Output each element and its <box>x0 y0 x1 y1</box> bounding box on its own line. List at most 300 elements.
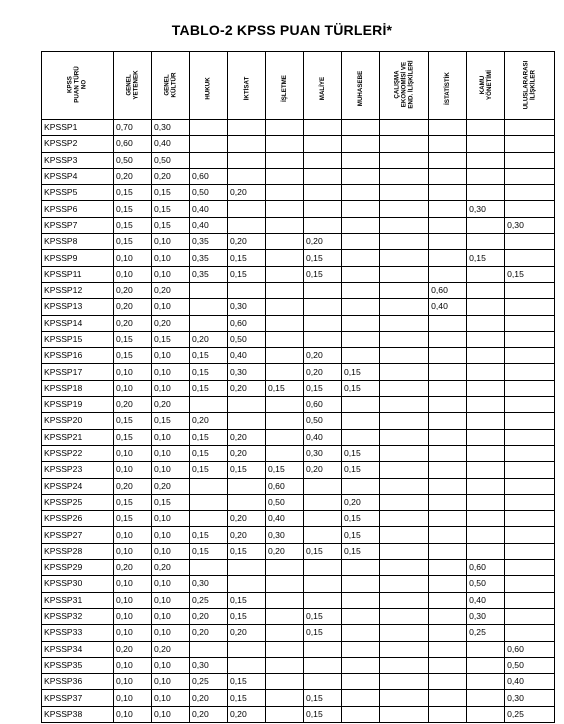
weight-cell: 0,20 <box>114 397 152 413</box>
weight-cell <box>266 576 304 592</box>
weight-cell <box>467 217 505 233</box>
weight-cell <box>266 592 304 608</box>
weight-cell <box>266 185 304 201</box>
weight-cell: 0,60 <box>467 560 505 576</box>
weight-cell: 0,30 <box>467 201 505 217</box>
weight-cell <box>467 511 505 527</box>
weight-cell <box>190 397 228 413</box>
weight-cell: 0,15 <box>342 462 380 478</box>
weight-cell: 0,15 <box>114 511 152 527</box>
weight-cell: 0,40 <box>266 511 304 527</box>
weight-cell <box>467 380 505 396</box>
weight-cell: 0,15 <box>228 608 266 624</box>
weight-cell <box>467 299 505 315</box>
weight-cell <box>304 282 342 298</box>
weight-cell <box>467 168 505 184</box>
weight-cell <box>505 234 555 250</box>
weight-cell: 0,10 <box>114 608 152 624</box>
weight-cell <box>467 364 505 380</box>
weight-cell <box>380 266 429 282</box>
weight-cell: 0,15 <box>114 348 152 364</box>
weight-cell: 0,20 <box>152 315 190 331</box>
table-row <box>42 625 555 641</box>
weight-cell <box>304 641 342 657</box>
table-row <box>42 527 555 543</box>
weight-cell: 0,15 <box>114 217 152 233</box>
weight-cell <box>505 348 555 364</box>
weight-cell <box>304 185 342 201</box>
weight-cell <box>505 120 555 136</box>
weight-cell <box>380 299 429 315</box>
weight-cell <box>266 674 304 690</box>
weight-cell <box>429 315 467 331</box>
weight-cell <box>342 120 380 136</box>
column-header-label: KAMU YÖNETİMİ <box>478 69 493 100</box>
weight-cell: 0,10 <box>114 706 152 722</box>
weight-cell <box>228 152 266 168</box>
table-row <box>42 250 555 266</box>
score-type-name: KPSSP7 <box>42 217 114 233</box>
weight-cell <box>429 136 467 152</box>
weight-cell <box>380 706 429 722</box>
weight-cell <box>429 527 467 543</box>
weight-cell <box>342 152 380 168</box>
weight-cell: 0,15 <box>304 625 342 641</box>
column-header-label: İKTİSAT <box>242 76 250 100</box>
weight-cell <box>429 348 467 364</box>
weight-cell <box>505 527 555 543</box>
score-type-name: KPSSP25 <box>42 494 114 510</box>
weight-cell: 0,50 <box>190 185 228 201</box>
score-type-name: KPSSP13 <box>42 299 114 315</box>
weight-cell: 0,40 <box>190 201 228 217</box>
score-type-name: KPSSP18 <box>42 380 114 396</box>
weight-cell: 0,10 <box>152 690 190 706</box>
weight-cell <box>304 120 342 136</box>
weight-cell: 0,15 <box>114 234 152 250</box>
weight-cell <box>467 136 505 152</box>
weight-cell <box>429 576 467 592</box>
column-header-label: ÇALIŞMA EKONOMİSİ VE END. İLİŞKİLERİ <box>393 59 415 109</box>
weight-cell <box>429 380 467 396</box>
weight-cell <box>429 543 467 559</box>
weight-cell <box>342 315 380 331</box>
weight-cell <box>228 397 266 413</box>
weight-cell: 0,15 <box>228 690 266 706</box>
score-type-name: KPSSP6 <box>42 201 114 217</box>
weight-cell: 0,10 <box>152 364 190 380</box>
weight-cell <box>505 364 555 380</box>
weight-cell: 0,30 <box>152 120 190 136</box>
weight-cell <box>429 445 467 461</box>
weight-cell <box>380 234 429 250</box>
table-row <box>42 266 555 282</box>
column-header-label: ULUSLARARASI İLİŞKİLER <box>522 60 537 109</box>
weight-cell <box>190 299 228 315</box>
weight-cell <box>467 315 505 331</box>
weight-cell: 0,15 <box>342 511 380 527</box>
weight-cell: 0,20 <box>304 234 342 250</box>
weight-cell <box>304 136 342 152</box>
weight-cell <box>380 690 429 706</box>
weight-cell: 0,10 <box>152 576 190 592</box>
weight-cell <box>429 364 467 380</box>
weight-cell <box>505 315 555 331</box>
weight-cell: 0,15 <box>228 543 266 559</box>
weight-cell: 0,15 <box>304 380 342 396</box>
weight-cell <box>429 511 467 527</box>
score-types-table <box>41 51 555 723</box>
score-type-name: KPSSP22 <box>42 445 114 461</box>
weight-cell: 0,15 <box>342 380 380 396</box>
weight-cell: 0,20 <box>114 560 152 576</box>
weight-cell: 0,30 <box>228 299 266 315</box>
weight-cell <box>266 413 304 429</box>
weight-cell: 0,40 <box>190 217 228 233</box>
weight-cell: 0,10 <box>152 429 190 445</box>
weight-cell: 0,15 <box>190 364 228 380</box>
weight-cell <box>304 168 342 184</box>
score-type-name: KPSSP38 <box>42 706 114 722</box>
weight-cell <box>190 282 228 298</box>
weight-cell <box>429 690 467 706</box>
table-row <box>42 706 555 722</box>
weight-cell: 0,20 <box>228 625 266 641</box>
weight-cell <box>467 331 505 347</box>
weight-cell: 0,50 <box>266 494 304 510</box>
table-row <box>42 348 555 364</box>
weight-cell: 0,50 <box>228 331 266 347</box>
weight-cell: 0,15 <box>342 527 380 543</box>
column-header <box>505 52 555 120</box>
weight-cell: 0,20 <box>114 168 152 184</box>
weight-cell: 0,15 <box>114 331 152 347</box>
table-row <box>42 136 555 152</box>
weight-cell <box>505 560 555 576</box>
weight-cell <box>429 331 467 347</box>
weight-cell <box>190 478 228 494</box>
weight-cell <box>266 364 304 380</box>
weight-cell <box>304 152 342 168</box>
weight-cell: 0,10 <box>114 445 152 461</box>
weight-cell: 0,10 <box>114 625 152 641</box>
weight-cell <box>505 494 555 510</box>
weight-cell <box>266 282 304 298</box>
weight-cell: 0,40 <box>304 429 342 445</box>
weight-cell: 0,10 <box>114 690 152 706</box>
weight-cell: 0,20 <box>228 511 266 527</box>
weight-cell: 0,15 <box>152 494 190 510</box>
weight-cell <box>505 478 555 494</box>
weight-cell: 0,10 <box>114 462 152 478</box>
score-type-name: KPSSP28 <box>42 543 114 559</box>
weight-cell <box>380 625 429 641</box>
weight-cell: 0,20 <box>228 185 266 201</box>
weight-cell <box>429 657 467 673</box>
score-type-name: KPSSP32 <box>42 608 114 624</box>
weight-cell <box>429 217 467 233</box>
weight-cell: 0,20 <box>152 478 190 494</box>
weight-cell <box>467 429 505 445</box>
weight-cell <box>380 641 429 657</box>
weight-cell <box>228 201 266 217</box>
weight-cell: 0,60 <box>429 282 467 298</box>
weight-cell <box>505 543 555 559</box>
weight-cell <box>190 152 228 168</box>
weight-cell <box>380 282 429 298</box>
weight-cell: 0,15 <box>228 266 266 282</box>
weight-cell <box>505 380 555 396</box>
weight-cell: 0,20 <box>190 608 228 624</box>
weight-cell <box>467 397 505 413</box>
score-type-name: KPSSP31 <box>42 592 114 608</box>
weight-cell: 0,15 <box>152 217 190 233</box>
weight-cell: 0,15 <box>342 445 380 461</box>
weight-cell <box>304 315 342 331</box>
weight-cell <box>505 576 555 592</box>
weight-cell: 0,30 <box>190 657 228 673</box>
weight-cell <box>505 445 555 461</box>
weight-cell <box>266 397 304 413</box>
weight-cell: 0,15 <box>190 445 228 461</box>
column-header <box>42 52 114 120</box>
score-type-name: KPSSP8 <box>42 234 114 250</box>
weight-cell <box>429 706 467 722</box>
weight-cell <box>304 201 342 217</box>
weight-cell <box>342 266 380 282</box>
table-row <box>42 690 555 706</box>
weight-cell <box>228 136 266 152</box>
weight-cell: 0,15 <box>304 543 342 559</box>
weight-cell <box>342 331 380 347</box>
weight-cell <box>266 299 304 315</box>
score-type-name: KPSSP4 <box>42 168 114 184</box>
score-type-name: KPSSP35 <box>42 657 114 673</box>
weight-cell <box>304 511 342 527</box>
weight-cell <box>266 266 304 282</box>
weight-cell <box>266 625 304 641</box>
weight-cell <box>380 380 429 396</box>
column-header-label: İSTATİSTİK <box>444 71 452 105</box>
column-header <box>429 52 467 120</box>
weight-cell <box>266 348 304 364</box>
weight-cell: 0,20 <box>152 641 190 657</box>
weight-cell <box>380 217 429 233</box>
weight-cell <box>380 331 429 347</box>
table-row <box>42 413 555 429</box>
weight-cell <box>505 397 555 413</box>
weight-cell <box>304 217 342 233</box>
weight-cell <box>380 348 429 364</box>
weight-cell <box>342 625 380 641</box>
score-type-name: KPSSP33 <box>42 625 114 641</box>
weight-cell: 0,60 <box>114 136 152 152</box>
weight-cell <box>429 625 467 641</box>
table-row <box>42 299 555 315</box>
column-header <box>114 52 152 120</box>
weight-cell: 0,10 <box>152 527 190 543</box>
weight-cell <box>266 331 304 347</box>
weight-cell <box>228 120 266 136</box>
weight-cell: 0,10 <box>152 445 190 461</box>
weight-cell: 0,15 <box>114 201 152 217</box>
weight-cell <box>266 445 304 461</box>
weight-cell: 0,10 <box>152 266 190 282</box>
weight-cell: 0,10 <box>114 250 152 266</box>
weight-cell <box>380 592 429 608</box>
weight-cell: 0,15 <box>190 348 228 364</box>
weight-cell <box>190 494 228 510</box>
weight-cell <box>342 608 380 624</box>
weight-cell <box>190 560 228 576</box>
page-title: TABLO-2 KPSS PUAN TÜRLERİ* <box>171 22 393 38</box>
weight-cell <box>429 185 467 201</box>
weight-cell <box>429 462 467 478</box>
weight-cell <box>467 657 505 673</box>
score-type-name: KPSSP19 <box>42 397 114 413</box>
table-row <box>42 560 555 576</box>
weight-cell: 0,15 <box>304 706 342 722</box>
weight-cell: 0,15 <box>228 250 266 266</box>
column-header-label: KPSS PUAN TÜRÜ NO <box>67 65 88 103</box>
weight-cell <box>505 462 555 478</box>
weight-cell <box>266 315 304 331</box>
weight-cell: 0,60 <box>304 397 342 413</box>
weight-cell <box>380 527 429 543</box>
weight-cell: 0,15 <box>190 543 228 559</box>
weight-cell <box>342 282 380 298</box>
score-type-name: KPSSP23 <box>42 462 114 478</box>
score-type-name: KPSSP27 <box>42 527 114 543</box>
weight-cell <box>228 478 266 494</box>
weight-cell <box>429 201 467 217</box>
weight-cell <box>505 168 555 184</box>
weight-cell: 0,60 <box>228 315 266 331</box>
weight-cell <box>228 217 266 233</box>
weight-cell <box>380 185 429 201</box>
weight-cell <box>505 608 555 624</box>
table-row <box>42 282 555 298</box>
table-row <box>42 168 555 184</box>
weight-cell <box>429 168 467 184</box>
weight-cell: 0,15 <box>152 413 190 429</box>
weight-cell: 0,15 <box>342 364 380 380</box>
weight-cell: 0,20 <box>228 380 266 396</box>
table-row <box>42 185 555 201</box>
table-row <box>42 576 555 592</box>
weight-cell <box>505 152 555 168</box>
weight-cell <box>342 641 380 657</box>
weight-cell: 0,40 <box>467 592 505 608</box>
weight-cell: 0,10 <box>152 674 190 690</box>
table-row <box>42 445 555 461</box>
table-row <box>42 608 555 624</box>
score-type-name: KPSSP14 <box>42 315 114 331</box>
weight-cell <box>467 120 505 136</box>
weight-cell: 0,15 <box>190 380 228 396</box>
weight-cell: 0,20 <box>152 397 190 413</box>
weight-cell: 0,20 <box>228 706 266 722</box>
weight-cell <box>342 674 380 690</box>
weight-cell <box>467 234 505 250</box>
score-type-name: KPSSP2 <box>42 136 114 152</box>
weight-cell <box>228 413 266 429</box>
weight-cell: 0,15 <box>190 462 228 478</box>
header-row <box>42 52 555 120</box>
weight-cell <box>505 282 555 298</box>
score-type-name: KPSSP12 <box>42 282 114 298</box>
weight-cell: 0,40 <box>228 348 266 364</box>
weight-cell <box>505 136 555 152</box>
weight-cell: 0,50 <box>152 152 190 168</box>
weight-cell: 0,15 <box>152 185 190 201</box>
weight-cell: 0,20 <box>190 706 228 722</box>
weight-cell: 0,10 <box>152 543 190 559</box>
weight-cell: 0,40 <box>152 136 190 152</box>
table-row <box>42 397 555 413</box>
score-type-name: KPSSP36 <box>42 674 114 690</box>
column-header <box>342 52 380 120</box>
score-type-name: KPSSP5 <box>42 185 114 201</box>
weight-cell: 0,20 <box>114 282 152 298</box>
weight-cell <box>304 299 342 315</box>
table-row <box>42 380 555 396</box>
weight-cell <box>342 136 380 152</box>
weight-cell: 0,10 <box>114 592 152 608</box>
weight-cell: 0,15 <box>114 494 152 510</box>
weight-cell: 0,25 <box>190 674 228 690</box>
weight-cell: 0,10 <box>152 625 190 641</box>
weight-cell <box>380 315 429 331</box>
weight-cell: 0,10 <box>152 657 190 673</box>
table-body <box>42 120 555 723</box>
column-header-label: GENEL YETENEK <box>125 69 140 100</box>
weight-cell <box>342 478 380 494</box>
weight-cell: 0,20 <box>342 494 380 510</box>
table-row <box>42 315 555 331</box>
weight-cell: 0,25 <box>505 706 555 722</box>
weight-cell <box>380 397 429 413</box>
score-type-name: KPSSP29 <box>42 560 114 576</box>
weight-cell <box>380 413 429 429</box>
weight-cell <box>266 690 304 706</box>
weight-cell <box>342 657 380 673</box>
weight-cell <box>266 706 304 722</box>
weight-cell <box>342 397 380 413</box>
weight-cell <box>429 397 467 413</box>
weight-cell <box>380 576 429 592</box>
weight-cell <box>467 348 505 364</box>
weight-cell: 0,60 <box>190 168 228 184</box>
score-type-name: KPSSP37 <box>42 690 114 706</box>
weight-cell: 0,15 <box>342 543 380 559</box>
weight-cell <box>228 641 266 657</box>
weight-cell: 0,15 <box>190 429 228 445</box>
weight-cell <box>342 429 380 445</box>
column-header-label: MUHASEBE <box>356 70 364 106</box>
weight-cell <box>266 657 304 673</box>
weight-cell: 0,40 <box>505 674 555 690</box>
weight-cell: 0,15 <box>152 201 190 217</box>
table-row <box>42 462 555 478</box>
weight-cell <box>380 201 429 217</box>
table-row <box>42 592 555 608</box>
weight-cell: 0,30 <box>190 576 228 592</box>
weight-cell: 0,10 <box>152 380 190 396</box>
weight-cell: 0,30 <box>266 527 304 543</box>
score-type-name: KPSSP24 <box>42 478 114 494</box>
weight-cell <box>505 413 555 429</box>
